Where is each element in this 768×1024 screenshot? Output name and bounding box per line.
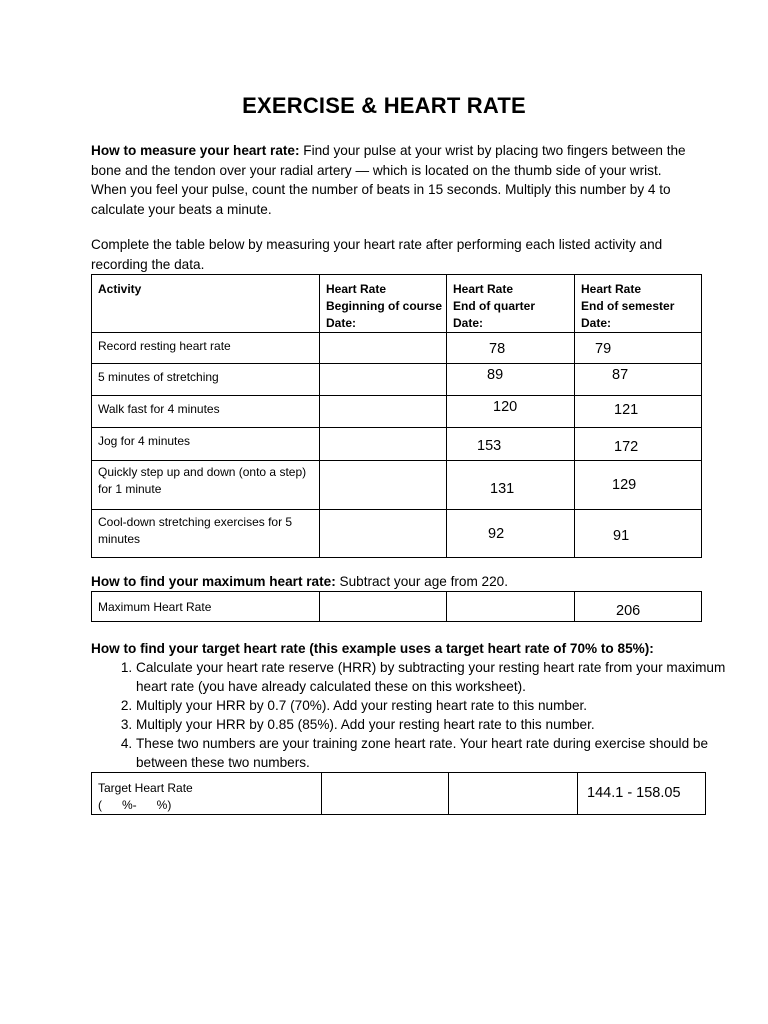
header-date-label: Date: — [581, 316, 612, 330]
semester-value: 172 — [614, 439, 639, 455]
header-label: Heart Rate — [581, 282, 642, 296]
activity-cell: 5 minutes of stretching — [92, 364, 320, 396]
activity-cell: Record resting heart rate — [92, 333, 320, 364]
semester-value: 91 — [613, 528, 630, 544]
header-beginning — [320, 275, 447, 333]
beginning-cell[interactable] — [320, 510, 447, 558]
target-hr-percent-range: ( %- %) — [98, 798, 172, 812]
header-activity-label: Activity — [98, 282, 142, 296]
target-hr-label-cell — [92, 773, 322, 815]
table-row — [92, 510, 702, 558]
quarter-value: 131 — [490, 481, 515, 497]
semester-cell[interactable] — [575, 428, 702, 461]
table-row — [92, 364, 702, 396]
list-item: 2. Multiply your HRR by 0.7 (70%). Add your resting heart rate to this number. — [136, 696, 736, 715]
beginning-cell[interactable] — [320, 396, 447, 428]
beginning-cell[interactable] — [320, 428, 447, 461]
table-row — [92, 592, 702, 622]
quarter-cell[interactable] — [447, 364, 575, 396]
quarter-cell[interactable] — [447, 428, 575, 461]
semester-value: 79 — [595, 341, 612, 357]
max-hr-heading: How to find your maximum heart rate: — [91, 574, 336, 589]
max-hr-text: Subtract your age from 220. — [335, 574, 509, 589]
header-label: Beginning of course — [326, 299, 443, 313]
quarter-cell[interactable] — [447, 396, 575, 428]
activity-cell: Walk fast for 4 minutes — [92, 396, 320, 428]
list-item: 1. Calculate your heart rate reserve (HRR) by subtracting your resting heart rate from your maximum heart rate (you have already calculated these on this worksheet). — [136, 658, 736, 696]
target-hr-value: 144.1 - 158.05 — [587, 785, 681, 801]
measure-heading: How to measure your heart rate: — [91, 143, 300, 158]
table-row — [92, 773, 706, 815]
semester-value: 121 — [614, 402, 639, 418]
quarter-cell[interactable] — [447, 510, 575, 558]
beginning-cell[interactable] — [320, 461, 447, 510]
activity-cell: Quickly step up and down (onto a step) for 1 minute — [92, 461, 320, 510]
measure-text: Find your pulse at your wrist by placing two fingers between the bone and the tendon over your radial artery — which is located on the thumb side of your wrist. When you feel your pulse, count the number of beats in 15 seconds. Multiply this number by 4 to calculate your beats a minute. — [91, 143, 686, 217]
quarter-value: 153 — [477, 438, 502, 454]
quarter-value: 92 — [488, 526, 505, 542]
max-hr-label: Maximum Heart Rate — [92, 592, 320, 622]
table-row — [92, 333, 702, 364]
semester-cell[interactable] — [575, 396, 702, 428]
max-hr-table — [91, 591, 702, 622]
target-hr-label: Target Heart Rate — [98, 781, 193, 795]
table-row — [92, 396, 702, 428]
target-hr-heading-text: How to find your target heart rate (this example uses a target heart rate of 70% to 85%): — [91, 641, 654, 656]
list-item: 3. Multiply your HRR by 0.85 (85%). Add your resting heart rate to this number. — [136, 715, 736, 734]
header-semester — [575, 275, 702, 333]
instructions-paragraph: Complete the table below by measuring your heart rate after performing each listed activity and recording the data. — [91, 237, 663, 272]
page-title: EXERCISE & HEART RATE — [242, 93, 526, 118]
header-activity — [92, 275, 320, 333]
semester-cell[interactable] — [575, 461, 702, 510]
quarter-value: 89 — [487, 367, 504, 383]
activity-cell: Jog for 4 minutes — [92, 428, 320, 461]
target-hr-steps — [91, 658, 736, 772]
quarter-cell[interactable] — [447, 333, 575, 364]
target-hr-table — [91, 772, 706, 815]
beginning-cell[interactable] — [322, 773, 449, 815]
table-row — [92, 461, 702, 510]
semester-value: 87 — [612, 367, 629, 383]
table-row — [92, 428, 702, 461]
semester-cell[interactable] — [575, 592, 702, 622]
quarter-cell[interactable] — [449, 773, 578, 815]
header-date-label: Date: — [326, 316, 357, 330]
quarter-cell[interactable] — [447, 592, 575, 622]
header-date-label: Date: — [453, 316, 484, 330]
semester-cell[interactable] — [575, 333, 702, 364]
header-label: End of semester — [581, 299, 675, 313]
target-hr-heading — [91, 639, 711, 659]
beginning-cell[interactable] — [320, 333, 447, 364]
header-label: Heart Rate — [453, 282, 514, 296]
max-hr-paragraph — [91, 572, 691, 592]
quarter-cell[interactable] — [447, 461, 575, 510]
table-header-row — [92, 275, 702, 333]
header-label: End of quarter — [453, 299, 536, 313]
beginning-cell[interactable] — [320, 592, 447, 622]
header-label: Heart Rate — [326, 282, 387, 296]
semester-cell[interactable] — [575, 364, 702, 396]
activity-table — [91, 274, 702, 558]
beginning-cell[interactable] — [320, 364, 447, 396]
semester-value: 129 — [612, 477, 637, 493]
semester-cell[interactable] — [575, 510, 702, 558]
list-item: 4. These two numbers are your training zone heart rate. Your heart rate during exercise should be between these two numbers. — [136, 734, 736, 772]
semester-cell[interactable] — [578, 773, 706, 815]
activity-cell: Cool-down stretching exercises for 5 minutes — [92, 510, 320, 558]
measure-paragraph — [91, 141, 691, 219]
quarter-value: 120 — [493, 399, 518, 415]
quarter-value: 78 — [489, 341, 506, 357]
max-hr-value: 206 — [616, 603, 641, 619]
header-quarter — [447, 275, 575, 333]
